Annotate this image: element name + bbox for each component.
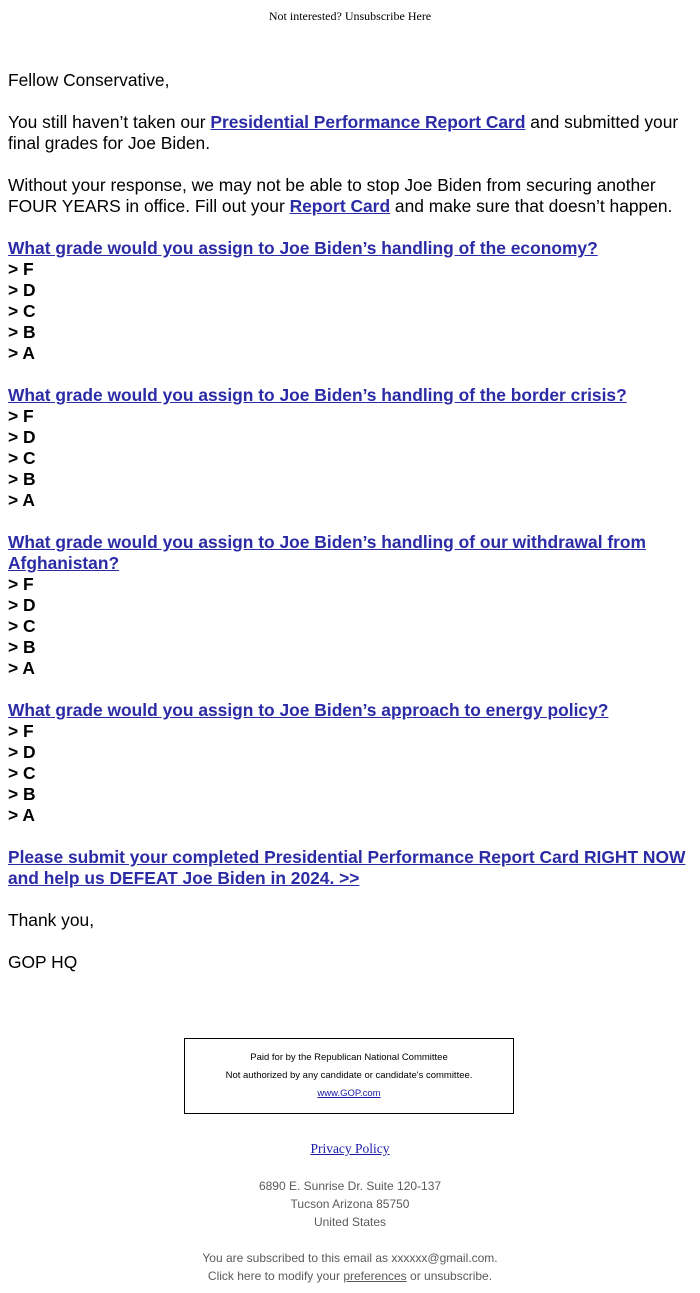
- gop-website-link[interactable]: www.GOP.com: [317, 1088, 381, 1099]
- question-title[interactable]: What grade would you assign to Joe Biden’s handling of the border crisis?: [8, 385, 627, 405]
- subscribed-email-text: You are subscribed to this email as xxxxxx@gmail.com.: [202, 1251, 498, 1265]
- intro-text-before: You still haven’t taken our: [8, 112, 211, 132]
- grade-option-b[interactable]: > B: [8, 784, 36, 804]
- subscription-info: [0, 1249, 700, 1285]
- mailing-address: [0, 1177, 700, 1231]
- paid-for-disclaimer: [184, 1038, 514, 1114]
- address-line-1: 6890 E. Sunrise Dr. Suite 120-137: [258, 1179, 442, 1193]
- question-energy: [8, 700, 688, 826]
- grade-option-a[interactable]: > A: [8, 805, 35, 825]
- grade-option-c[interactable]: > C: [8, 301, 36, 321]
- warning-text-after: and make sure that doesn’t happen.: [390, 196, 673, 216]
- grade-option-f[interactable]: > F: [8, 574, 34, 594]
- grade-option-d[interactable]: > D: [8, 427, 36, 447]
- question-economy: [8, 238, 688, 364]
- grade-option-b[interactable]: > B: [8, 637, 36, 657]
- modify-text-after: or unsubscribe.: [406, 1269, 493, 1283]
- grade-option-a[interactable]: > A: [8, 343, 35, 363]
- warning-paragraph: [8, 175, 688, 217]
- grade-option-c[interactable]: > C: [8, 616, 36, 636]
- question-afghanistan: [8, 532, 688, 679]
- question-title[interactable]: What grade would you assign to Joe Biden’s handling of the economy?: [8, 238, 598, 258]
- signature: GOP HQ: [8, 952, 78, 972]
- modify-text-before[interactable]: Click here to modify your: [207, 1269, 344, 1283]
- disclaimer-line-2: Not authorized by any candidate or candidate's committee.: [225, 1070, 473, 1081]
- intro-text-after: and submitted your final grades for Joe Biden.: [8, 112, 679, 153]
- closing: Thank you,: [8, 910, 95, 930]
- email-body: [8, 70, 688, 994]
- report-card-short-link[interactable]: Report Card: [289, 196, 391, 216]
- disclaimer-line-1: Paid for by the Republican National Committee: [250, 1052, 448, 1063]
- privacy-section: [0, 1141, 700, 1157]
- grade-option-c[interactable]: > C: [8, 763, 36, 783]
- warning-text-before: Without your response, we may not be able to stop Joe Biden from securing another FOUR YEARS in office. Fill out your: [8, 175, 656, 216]
- grade-option-a[interactable]: > A: [8, 658, 35, 678]
- grade-option-f[interactable]: > F: [8, 406, 34, 426]
- address-line-3: United States: [313, 1215, 387, 1229]
- grade-option-a[interactable]: > A: [8, 490, 35, 510]
- intro-paragraph: [8, 112, 688, 154]
- grade-option-c[interactable]: > C: [8, 448, 36, 468]
- question-border: [8, 385, 688, 511]
- privacy-policy-link[interactable]: Privacy Policy: [310, 1141, 390, 1156]
- question-title[interactable]: What grade would you assign to Joe Biden’s handling of our withdrawal from Afghanistan?: [8, 532, 647, 573]
- grade-option-d[interactable]: > D: [8, 595, 36, 615]
- grade-option-d[interactable]: > D: [8, 742, 36, 762]
- unsubscribe-header[interactable]: [0, 0, 700, 24]
- report-card-link[interactable]: Presidential Performance Report Card: [210, 112, 526, 132]
- submit-report-card-link[interactable]: Please submit your completed Presidential Performance Report Card RIGHT NOW and help us DEFEAT Joe Biden in 2024. >>: [8, 847, 686, 888]
- unsubscribe-link[interactable]: Not interested? Unsubscribe Here: [268, 9, 432, 23]
- modify-preferences-text: [0, 1267, 700, 1285]
- grade-option-f[interactable]: > F: [8, 259, 34, 279]
- greeting: Fellow Conservative,: [8, 70, 170, 90]
- grade-option-b[interactable]: > B: [8, 322, 36, 342]
- grade-option-d[interactable]: > D: [8, 280, 36, 300]
- grade-option-f[interactable]: > F: [8, 721, 34, 741]
- question-title[interactable]: What grade would you assign to Joe Biden’s approach to energy policy?: [8, 700, 609, 720]
- address-line-2: Tucson Arizona 85750: [290, 1197, 410, 1211]
- grade-option-b[interactable]: > B: [8, 469, 36, 489]
- preferences-link[interactable]: preferences: [343, 1269, 407, 1283]
